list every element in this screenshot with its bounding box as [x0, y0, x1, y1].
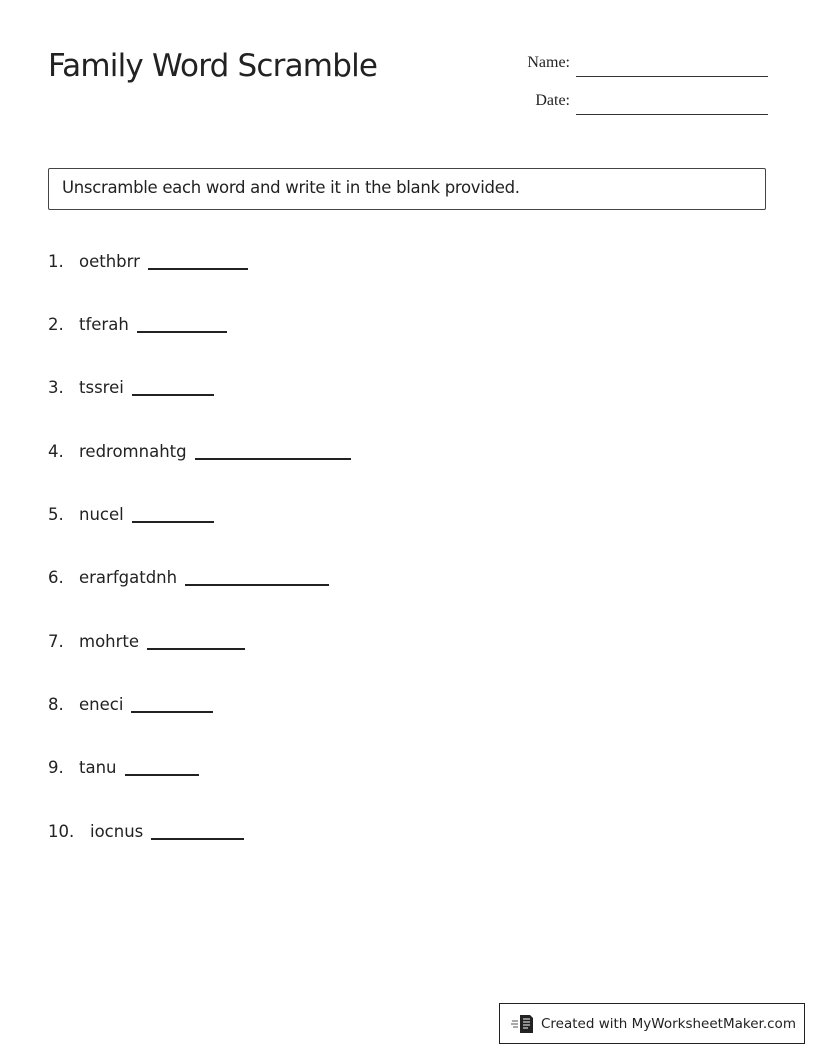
answer-blank[interactable] — [137, 330, 227, 333]
list-item — [48, 252, 248, 271]
scrambled-word: erarfgatdnh — [79, 568, 178, 587]
name-field — [0, 54, 816, 80]
instructions-box — [48, 168, 766, 210]
item-number: 10. — [48, 822, 75, 841]
worksheet-logo-icon — [511, 1013, 535, 1035]
answer-blank[interactable] — [147, 647, 245, 650]
list-item — [48, 695, 213, 714]
list-item — [48, 822, 244, 841]
answer-blank[interactable] — [195, 457, 351, 460]
scrambled-word: iocnus — [90, 822, 144, 841]
credit-text: Created with MyWorksheetMaker.com — [541, 1015, 796, 1032]
credit-badge — [499, 1003, 805, 1044]
item-number: 7. — [48, 632, 64, 651]
list-item — [48, 632, 245, 651]
answer-blank[interactable] — [125, 773, 199, 776]
answer-blank[interactable] — [132, 393, 214, 396]
scrambled-word: eneci — [79, 695, 124, 714]
answer-blank[interactable] — [132, 520, 214, 523]
scrambled-word: oethbrr — [79, 252, 140, 271]
list-item — [48, 568, 329, 587]
scrambled-word: tferah — [79, 315, 129, 334]
list-item — [48, 442, 351, 461]
scrambled-word: mohrte — [79, 632, 140, 651]
scrambled-word: redromnahtg — [79, 442, 187, 461]
item-number: 8. — [48, 695, 64, 714]
item-number: 3. — [48, 378, 64, 397]
scrambled-word: tssrei — [79, 378, 124, 397]
item-number: 9. — [48, 758, 64, 777]
answer-blank[interactable] — [148, 267, 248, 270]
item-number: 6. — [48, 568, 64, 587]
scrambled-word: nucel — [79, 505, 124, 524]
list-item — [48, 505, 214, 524]
instructions-text: Unscramble each word and write it in the blank provided. — [62, 178, 520, 197]
item-number: 4. — [48, 442, 64, 461]
name-input-line[interactable] — [576, 54, 768, 77]
item-number: 1. — [48, 252, 64, 271]
answer-blank[interactable] — [185, 583, 329, 586]
name-label: Name: — [527, 54, 570, 71]
item-number: 5. — [48, 505, 64, 524]
answer-blank[interactable] — [131, 710, 213, 713]
list-item — [48, 378, 214, 397]
date-field — [0, 92, 816, 118]
date-input-line[interactable] — [576, 92, 768, 115]
list-item — [48, 758, 199, 777]
page-title: Family Word Scramble — [48, 48, 378, 84]
answer-blank[interactable] — [151, 837, 244, 840]
scrambled-word: tanu — [79, 758, 117, 777]
list-item — [48, 315, 227, 334]
item-number: 2. — [48, 315, 64, 334]
date-label: Date: — [535, 92, 570, 109]
